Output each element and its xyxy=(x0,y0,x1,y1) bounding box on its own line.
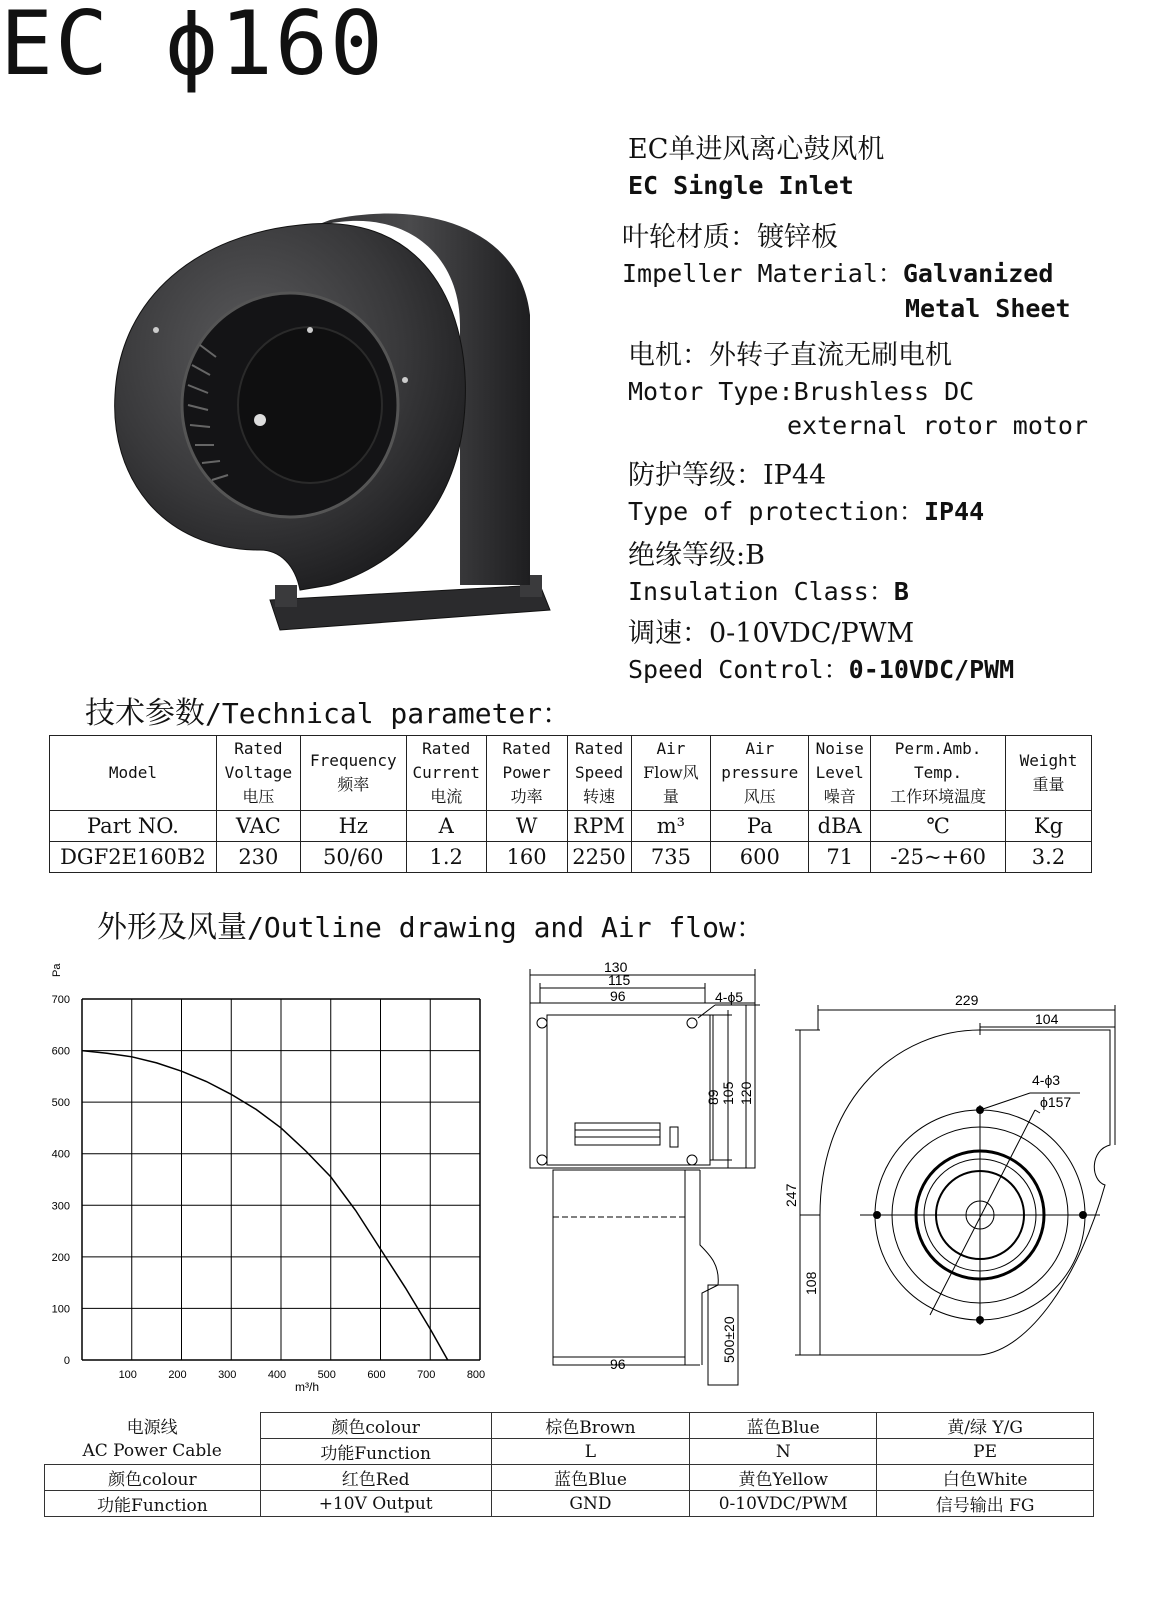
tech-header-line: 工作环境温度 xyxy=(890,787,987,806)
tech-header-line: Model xyxy=(108,763,158,782)
dim-130: 130 xyxy=(604,959,628,975)
tech-header-line: Temp. xyxy=(914,763,963,782)
tech-value-cell: 230 xyxy=(216,842,300,873)
impeller-value: Galvanized xyxy=(902,259,1054,288)
tech-unit-cell: dBA xyxy=(809,811,871,842)
dim-105: 105 xyxy=(720,1081,736,1105)
cable-header-en: AC Power Cable xyxy=(45,1439,261,1465)
motor-cn: 电机：外转子直流无刷电机 xyxy=(628,340,952,371)
dim-108: 108 xyxy=(803,1271,819,1295)
tech-header-cell xyxy=(631,736,711,811)
motor-en-2: external rotor motor xyxy=(787,411,1089,440)
chart-x-tick: 700 xyxy=(417,1369,436,1381)
cable-cell: 棕色Brown xyxy=(491,1413,690,1439)
type-en: EC Single Inlet xyxy=(628,171,854,200)
cable-cell: 颜色colour xyxy=(45,1465,261,1491)
tech-header-line: Frequency xyxy=(309,751,397,770)
cable-cell: 蓝色Blue xyxy=(690,1413,877,1439)
chart-y-tick: 200 xyxy=(51,1251,70,1264)
dim-89: 89 xyxy=(705,1089,721,1105)
chart-x-tick: 500 xyxy=(317,1369,336,1381)
chart-y-tick: 600 xyxy=(51,1045,70,1058)
type-cn: EC单进风离心鼓风机 xyxy=(628,134,885,165)
cable-cell: 红色Red xyxy=(260,1465,491,1491)
outline-heading xyxy=(97,902,764,946)
tech-header-line: Level xyxy=(815,763,864,782)
chart-y-tick: 500 xyxy=(51,1097,70,1110)
dim-104: 104 xyxy=(1035,1011,1059,1027)
cable-cell: 黄色Yellow xyxy=(690,1465,877,1491)
tech-unit-cell: RPM xyxy=(567,811,631,842)
protection-cn: 防护等级：IP44 xyxy=(628,460,827,491)
cable-cell: N xyxy=(690,1439,877,1465)
speed-en xyxy=(628,652,1014,688)
chart-y-tick: 100 xyxy=(51,1303,70,1316)
cable-cell: GND xyxy=(491,1491,690,1517)
speed-cn: 调速：0-10VDC/PWM xyxy=(628,618,915,649)
cable-cell: 功能Function xyxy=(260,1439,491,1465)
insulation-en xyxy=(628,574,909,610)
cable-table xyxy=(44,1412,1094,1517)
tech-unit-cell: m³ xyxy=(631,811,711,842)
impeller-value-2: Metal Sheet xyxy=(905,294,1071,323)
tech-header-line: Current xyxy=(412,763,480,782)
cable-cell: 蓝色Blue xyxy=(491,1465,690,1491)
tech-header-line: 频率 xyxy=(337,775,370,794)
tech-unit-cell: ℃ xyxy=(871,811,1006,842)
chart-y-tick: 0 xyxy=(63,1355,70,1367)
tech-header-line: 风压 xyxy=(743,787,776,806)
dim-96-bottom: 96 xyxy=(610,1356,626,1372)
tech-heading xyxy=(85,688,570,732)
cable-cell: 0-10VDC/PWM xyxy=(690,1491,877,1517)
product-title: EC ϕ160 xyxy=(0,0,385,95)
dim-115: 115 xyxy=(608,972,631,988)
cable-cell: 白色White xyxy=(877,1465,1094,1491)
tech-unit-cell: Part NO. xyxy=(50,811,217,842)
insulation-value: B xyxy=(893,577,909,606)
tech-unit-cell: A xyxy=(406,811,486,842)
chart-grid xyxy=(82,999,480,1360)
tech-header-cell xyxy=(486,736,567,811)
dim-cable-length: 500±20 xyxy=(721,1316,737,1363)
chart-x-tick: 100 xyxy=(118,1369,137,1381)
tech-header-line: 电流 xyxy=(430,787,463,806)
impeller-en xyxy=(622,256,1053,292)
dim-96-top: 96 xyxy=(610,988,626,1004)
chart-y-ticks xyxy=(52,994,70,1367)
tech-value-cell: 2250 xyxy=(567,842,631,873)
tech-header-cell xyxy=(711,736,809,811)
cable-cell: 功能Function xyxy=(45,1491,261,1517)
tech-header-line: Weight xyxy=(1019,751,1078,770)
tech-header-cell xyxy=(567,736,631,811)
dim-247: 247 xyxy=(783,1183,799,1207)
tech-value-cell: -25~+60 xyxy=(871,842,1006,873)
outline-drawing-side xyxy=(780,985,1130,1385)
tech-header-line: 功率 xyxy=(510,787,543,806)
tech-value-cell: 3.2 xyxy=(1006,842,1092,873)
tech-header-line: pressure xyxy=(721,763,799,782)
outline-drawing-front xyxy=(520,955,780,1395)
impeller-label: Impeller Material： xyxy=(622,259,903,288)
airflow-chart xyxy=(30,955,510,1405)
tech-header-cell xyxy=(809,736,871,811)
chart-x-tick: 400 xyxy=(267,1369,287,1381)
protection-en xyxy=(628,494,984,530)
tech-unit-cell: VAC xyxy=(216,811,300,842)
dim-120: 120 xyxy=(738,1081,754,1105)
chart-x-label: m³/h xyxy=(295,1380,319,1394)
tech-header-line: 量 xyxy=(662,787,679,806)
insulation-cn: 绝缘等级:B xyxy=(628,540,765,571)
tech-header-cell xyxy=(216,736,300,811)
cable-cell: PE xyxy=(877,1439,1094,1465)
tech-unit-cell: Kg xyxy=(1006,811,1092,842)
tech-header-line: Air xyxy=(745,739,775,758)
outline-heading-en: /Outline drawing and Air flow： xyxy=(247,911,764,944)
tech-header-cell xyxy=(871,736,1006,811)
tech-value-cell: DGF2E160B2 xyxy=(50,842,217,873)
speed-value: 0-10VDC/PWM xyxy=(848,655,1015,684)
motor-en-1: Motor Type:Brushless DC xyxy=(628,377,975,406)
tech-header-line: Power xyxy=(502,763,551,782)
tech-table xyxy=(49,735,1092,873)
tech-heading-en: /Technical parameter： xyxy=(205,697,571,730)
tech-header-line: 电压 xyxy=(242,787,275,806)
speed-label: Speed Control： xyxy=(628,655,849,684)
chart-y-tick: 400 xyxy=(51,1148,70,1161)
tech-heading-cn: 技术参数 xyxy=(85,696,205,731)
dim-229: 229 xyxy=(955,992,979,1008)
impeller-cn: 叶轮材质：镀锌板 xyxy=(622,222,838,253)
cable-cell: 黄/绿 Y/G xyxy=(877,1413,1094,1439)
tech-value-cell: 160 xyxy=(486,842,567,873)
tech-value-cell: 1.2 xyxy=(406,842,486,873)
tech-header-line: Perm.Amb. xyxy=(894,739,982,758)
chart-x-tick: 600 xyxy=(367,1369,386,1381)
cable-cell: 颜色colour xyxy=(260,1413,491,1439)
tech-value-cell: 71 xyxy=(809,842,871,873)
tech-header-line: Rated xyxy=(502,739,551,758)
chart-y-label: Pa xyxy=(51,963,63,977)
cable-cell: L xyxy=(491,1439,690,1465)
tech-value-cell: 735 xyxy=(631,842,711,873)
cable-header-cn: 电源线 xyxy=(45,1413,261,1439)
tech-unit-cell: Pa xyxy=(711,811,809,842)
dim-phi157: ϕ157 xyxy=(1040,1094,1072,1110)
tech-header-cell xyxy=(406,736,486,811)
dim-4-phi5: 4-ϕ5 xyxy=(715,989,744,1005)
chart-x-tick: 200 xyxy=(168,1369,187,1381)
tech-unit-cell: Hz xyxy=(300,811,406,842)
tech-header-line: Rated xyxy=(234,739,283,758)
cable-cell: 信号输出 FG xyxy=(877,1491,1094,1517)
tech-header-line: 噪音 xyxy=(823,787,856,806)
outline-heading-cn: 外形及风量 xyxy=(97,910,247,945)
tech-header-cell xyxy=(1006,736,1092,811)
tech-header-cell xyxy=(50,736,217,811)
tech-header-line: Flow风 xyxy=(643,763,699,782)
tech-header-line: Air xyxy=(656,739,686,758)
tech-header-line: Rated xyxy=(422,739,471,758)
protection-value: IP44 xyxy=(923,497,985,526)
chart-y-tick: 700 xyxy=(51,994,70,1006)
tech-unit-cell: W xyxy=(486,811,567,842)
tech-header-line: Rated xyxy=(574,739,624,758)
protection-label: Type of protection： xyxy=(628,497,924,526)
tech-value-cell: 50/60 xyxy=(300,842,406,873)
chart-y-tick: 300 xyxy=(51,1200,70,1213)
cable-cell: +10V Output xyxy=(260,1491,491,1517)
chart-x-tick: 300 xyxy=(218,1369,237,1381)
chart-x-tick: 800 xyxy=(466,1369,486,1381)
insulation-label: Insulation Class： xyxy=(628,577,894,606)
tech-header-line: Speed xyxy=(574,763,624,782)
tech-header-line: 重量 xyxy=(1032,775,1065,794)
tech-header-line: Voltage xyxy=(224,763,293,782)
tech-value-cell: 600 xyxy=(711,842,809,873)
tech-header-cell xyxy=(300,736,406,811)
dim-4-phi3: 4-ϕ3 xyxy=(1032,1072,1061,1088)
tech-header-line: 转速 xyxy=(583,787,616,806)
tech-header-line: Noise xyxy=(815,739,864,758)
blower-photo xyxy=(100,205,580,645)
